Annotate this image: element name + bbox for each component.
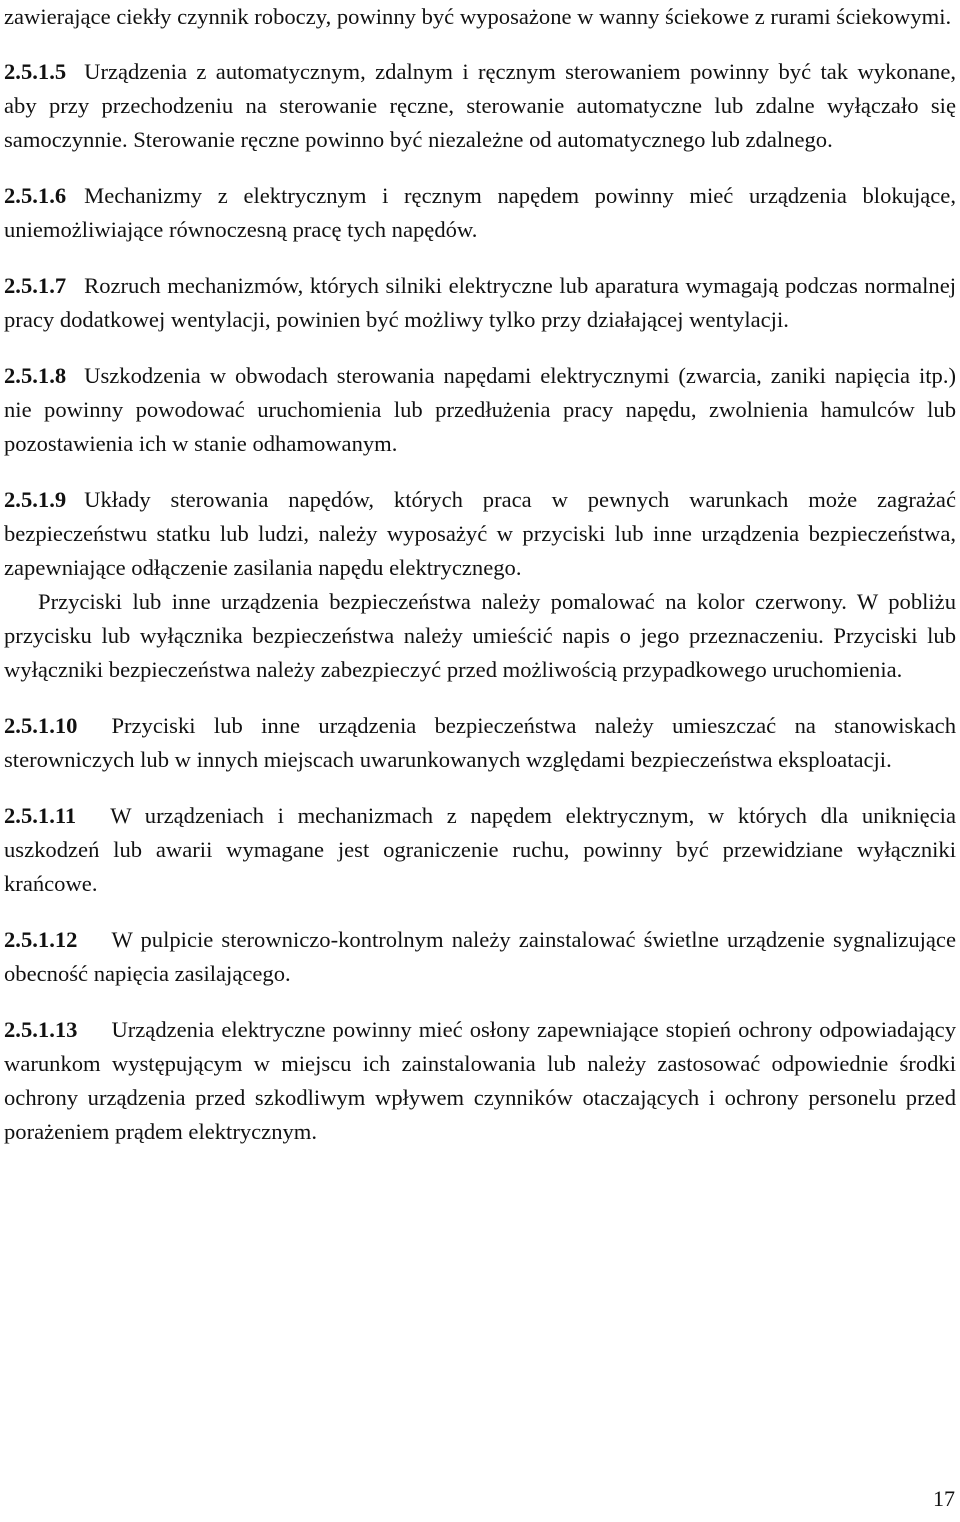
- section-number: 2.5.1.11: [4, 803, 77, 828]
- section-text: Urządzenia elektryczne powinny mieć osłony zapewniające stopień ochrony odpowiadający warunkom występującym w miejscu ich zainstalowania lub należy zastosować odpowiednie środki ochrony urządzenia przed szkodliwym wpływem czynników otaczających i ochrony personelu przed porażeniem prądem elektrycznym.: [4, 1017, 956, 1144]
- section-2-5-1-8: [4, 359, 956, 461]
- section-number: 2.5.1.8: [4, 363, 67, 388]
- section-2-5-1-11: [4, 799, 956, 901]
- section-text: Urządzenia z automatycznym, zdalnym i ręcznym sterowaniem powinny być tak wykonane, aby przy przechodzeniu na sterowanie ręczne, sterowanie automatyczne lub zdalne wyłączało się samoczynnie. Sterowanie ręczne powinno być niezależne od automatycznego lub zdalnego.: [4, 59, 956, 152]
- section-2-5-1-5: [4, 55, 956, 157]
- section-2-5-1-13: [4, 1013, 956, 1149]
- section-2-5-1-9-continuation: [4, 585, 956, 687]
- section-2-5-1-12: [4, 923, 956, 991]
- section-2-5-1-6: [4, 179, 956, 247]
- page-number: 17: [933, 1486, 955, 1511]
- section-continuation-text: Przyciski lub inne urządzenia bezpieczeństwa należy pomalować na kolor czerwony. W pobliżu przycisku lub wyłącznika bezpieczeństwa należy umieścić napis o jego przeznaczeniu. Przyciski lub wyłączniki bezpieczeństwa należy zabezpieczyć przed możliwością przypadkowego uruchomienia.: [4, 589, 956, 682]
- section-text: Uszkodzenia w obwodach sterowania napędami elektrycznymi (zwarcia, zaniki napięcia itp.) nie powinny powodować uruchomienia lub przedłużenia pracy napędu, zwolnienia hamulców lub pozostawienia ich w stanie odhamowanym.: [4, 363, 956, 456]
- lead-paragraph: [4, 0, 956, 34]
- section-2-5-1-7: [4, 269, 956, 337]
- section-number: 2.5.1.10: [4, 713, 78, 738]
- document-body: [4, 0, 956, 1149]
- section-number: 2.5.1.13: [4, 1017, 78, 1042]
- section-text: Przyciski lub inne urządzenia bezpieczeństwa należy umieszczać na stanowiskach sterowniczych lub w innych miejscach uwarunkowanych względami bezpieczeństwa eksploatacji.: [4, 713, 956, 772]
- lead-text: zawierające ciekły czynnik roboczy, powinny być wyposażone w wanny ściekowe z rurami ściekowymi.: [4, 4, 952, 29]
- section-text: Mechanizmy z elektrycznym i ręcznym napędem powinny mieć urządzenia blokujące, uniemożliwiające równoczesną pracę tych napędów.: [4, 183, 956, 242]
- section-number: 2.5.1.9: [4, 487, 67, 512]
- section-2-5-1-10: [4, 709, 956, 777]
- section-text: W urządzeniach i mechanizmach z napędem elektrycznym, w których dla uniknięcia uszkodzeń lub awarii wymagane jest ograniczenie ruchu, powinny być przewidziane wyłączniki krańcowe.: [4, 803, 956, 896]
- section-text: Rozruch mechanizmów, których silniki elektryczne lub aparatura wymagają podczas normalnej pracy dodatkowej wentylacji, powinien być możliwy tylko przy działającej wentylacji.: [4, 273, 956, 332]
- section-number: 2.5.1.7: [4, 273, 67, 298]
- section-number: 2.5.1.6: [4, 183, 67, 208]
- section-number: 2.5.1.12: [4, 927, 78, 952]
- section-number: 2.5.1.5: [4, 59, 67, 84]
- section-2-5-1-9: [4, 483, 956, 585]
- section-text: Układy sterowania napędów, których praca w pewnych warunkach może zagrażać bezpieczeństwu statku lub ludzi, należy wyposażyć w przyciski lub inne urządzenia bezpieczeństwa, zapewniające odłączenie zasilania napędu elektrycznego.: [4, 487, 956, 580]
- section-text: W pulpicie sterowniczo-kontrolnym należy zainstalować świetlne urządzenie sygnalizujące obecność napięcia zasilającego.: [4, 927, 956, 986]
